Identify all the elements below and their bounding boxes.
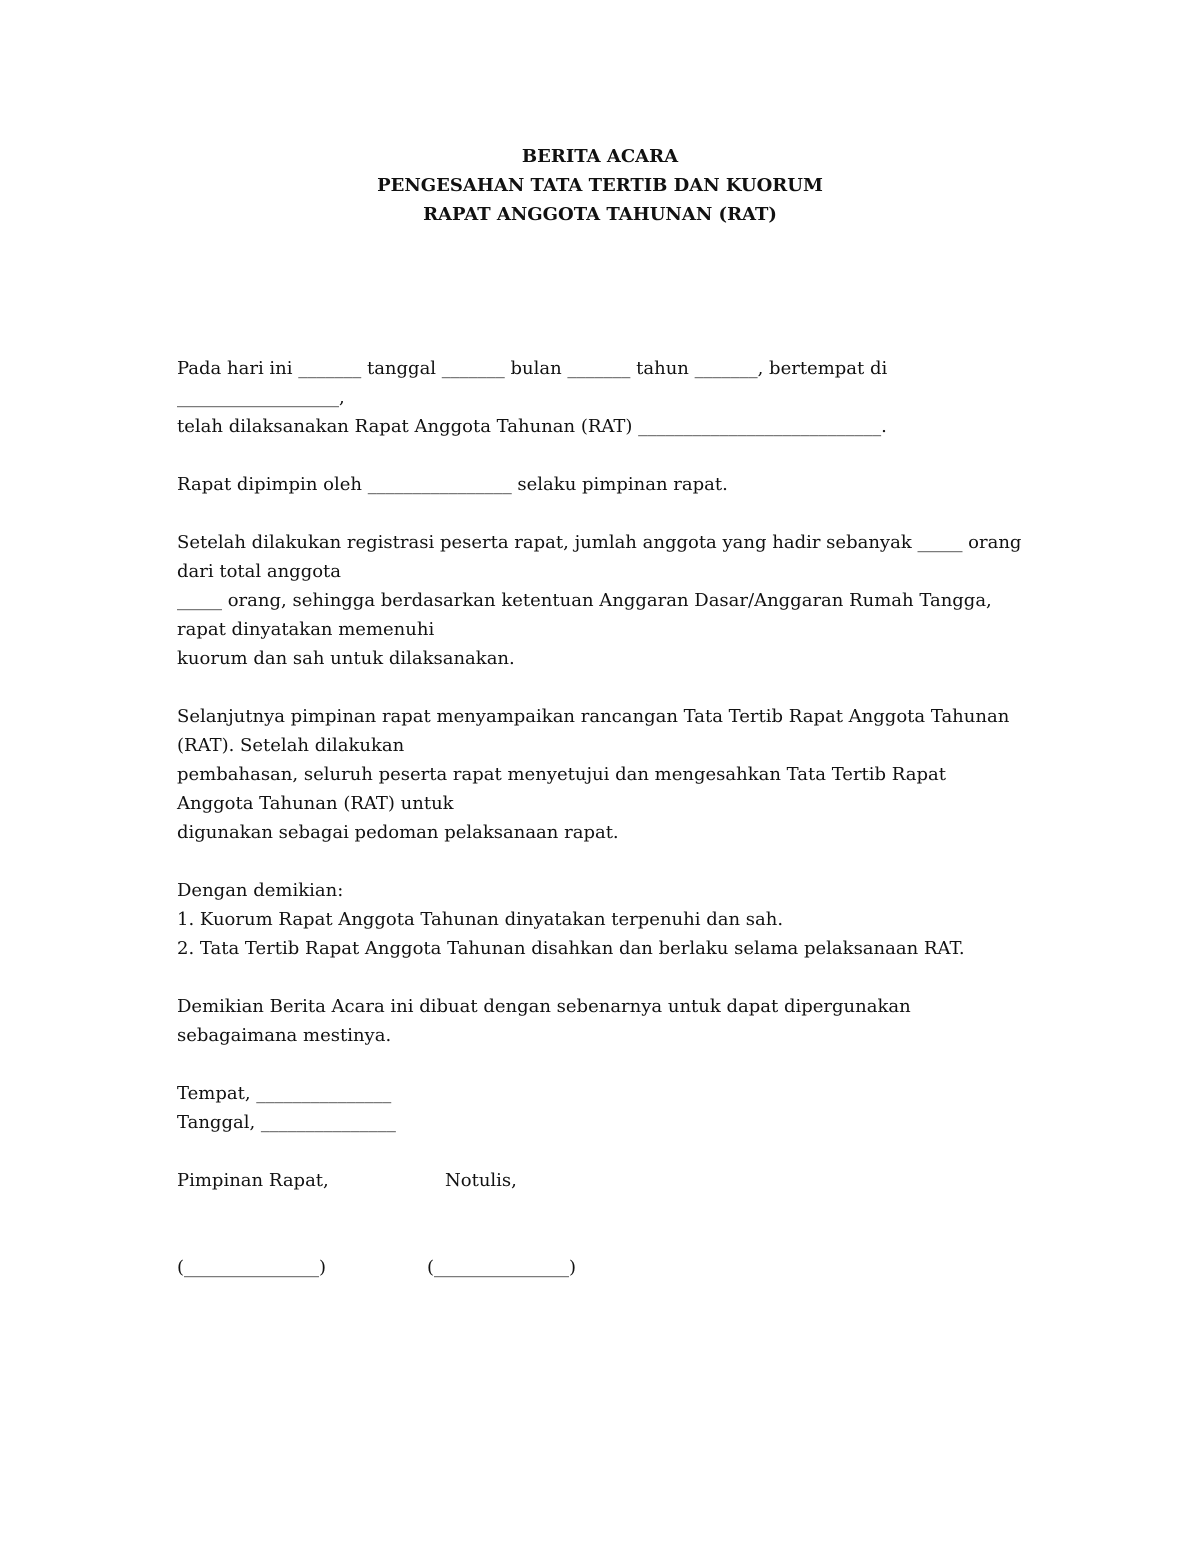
- closing-line-2: sebagaimana mestinya.: [177, 1025, 392, 1046]
- signature-label-chair: Pimpinan Rapat,: [177, 1170, 329, 1191]
- title-line-1: BERITA ACARA: [521, 146, 679, 167]
- date-field: Tanggal, _______________: [177, 1112, 396, 1133]
- paragraph-rules-line-3: pembahasan, seluruh peserta rapat menyetujui dan mengesahkan Tata Tertib Rapat: [177, 764, 946, 785]
- paragraph-chair: Rapat dipimpin oleh ________________ selaku pimpinan rapat.: [177, 474, 728, 495]
- signature-blank-chair: (_______________): [177, 1257, 327, 1278]
- closing-line-1: Demikian Berita Acara ini dibuat dengan sebenarnya untuk dapat dipergunakan: [177, 996, 911, 1017]
- signature-blank-secretary: (_______________): [427, 1257, 577, 1278]
- paragraph-rules-line-1: Selanjutnya pimpinan rapat menyampaikan rancangan Tata Tertib Rapat Anggota Tahunan: [177, 706, 1010, 727]
- title-line-3: RAPAT ANGGOTA TAHUNAN (RAT): [423, 204, 777, 225]
- paragraph-opening-line-3: telah dilaksanakan Rapat Anggota Tahunan (RAT) ___________________________.: [177, 416, 887, 437]
- paragraph-rules-line-2: (RAT). Setelah dilakukan: [177, 735, 405, 756]
- signature-label-secretary: Notulis,: [445, 1170, 517, 1191]
- conclusion-heading: Dengan demikian:: [177, 880, 344, 901]
- paragraph-rules-line-5: digunakan sebagai pedoman pelaksanaan rapat.: [177, 822, 619, 843]
- paragraph-quorum-line-1: Setelah dilakukan registrasi peserta rapat, jumlah anggota yang hadir sebanyak _____ orang: [177, 532, 1022, 553]
- paragraph-quorum-line-2: dari total anggota: [177, 561, 342, 582]
- paragraph-opening-line-2: __________________,: [177, 387, 345, 408]
- paragraph-quorum-line-3: _____ orang, sehingga berdasarkan ketentuan Anggaran Dasar/Anggaran Rumah Tangga,: [177, 590, 992, 611]
- place-field: Tempat, _______________: [177, 1083, 392, 1104]
- paragraph-opening-line-1: Pada hari ini _______ tanggal _______ bulan _______ tahun _______, bertempat di: [177, 358, 888, 379]
- paragraph-rules-line-4: Anggota Tahunan (RAT) untuk: [177, 793, 454, 814]
- title-line-2: PENGESAHAN TATA TERTIB DAN KUORUM: [377, 175, 823, 196]
- conclusion-item-2: 2. Tata Tertib Rapat Anggota Tahunan disahkan dan berlaku selama pelaksanaan RAT.: [177, 938, 965, 959]
- paragraph-quorum-line-4: rapat dinyatakan memenuhi: [177, 619, 435, 640]
- conclusion-item-1: 1. Kuorum Rapat Anggota Tahunan dinyatakan terpenuhi dan sah.: [177, 909, 784, 930]
- document-title: [0, 142, 1200, 229]
- paragraph-quorum-line-5: kuorum dan sah untuk dilaksanakan.: [177, 648, 515, 669]
